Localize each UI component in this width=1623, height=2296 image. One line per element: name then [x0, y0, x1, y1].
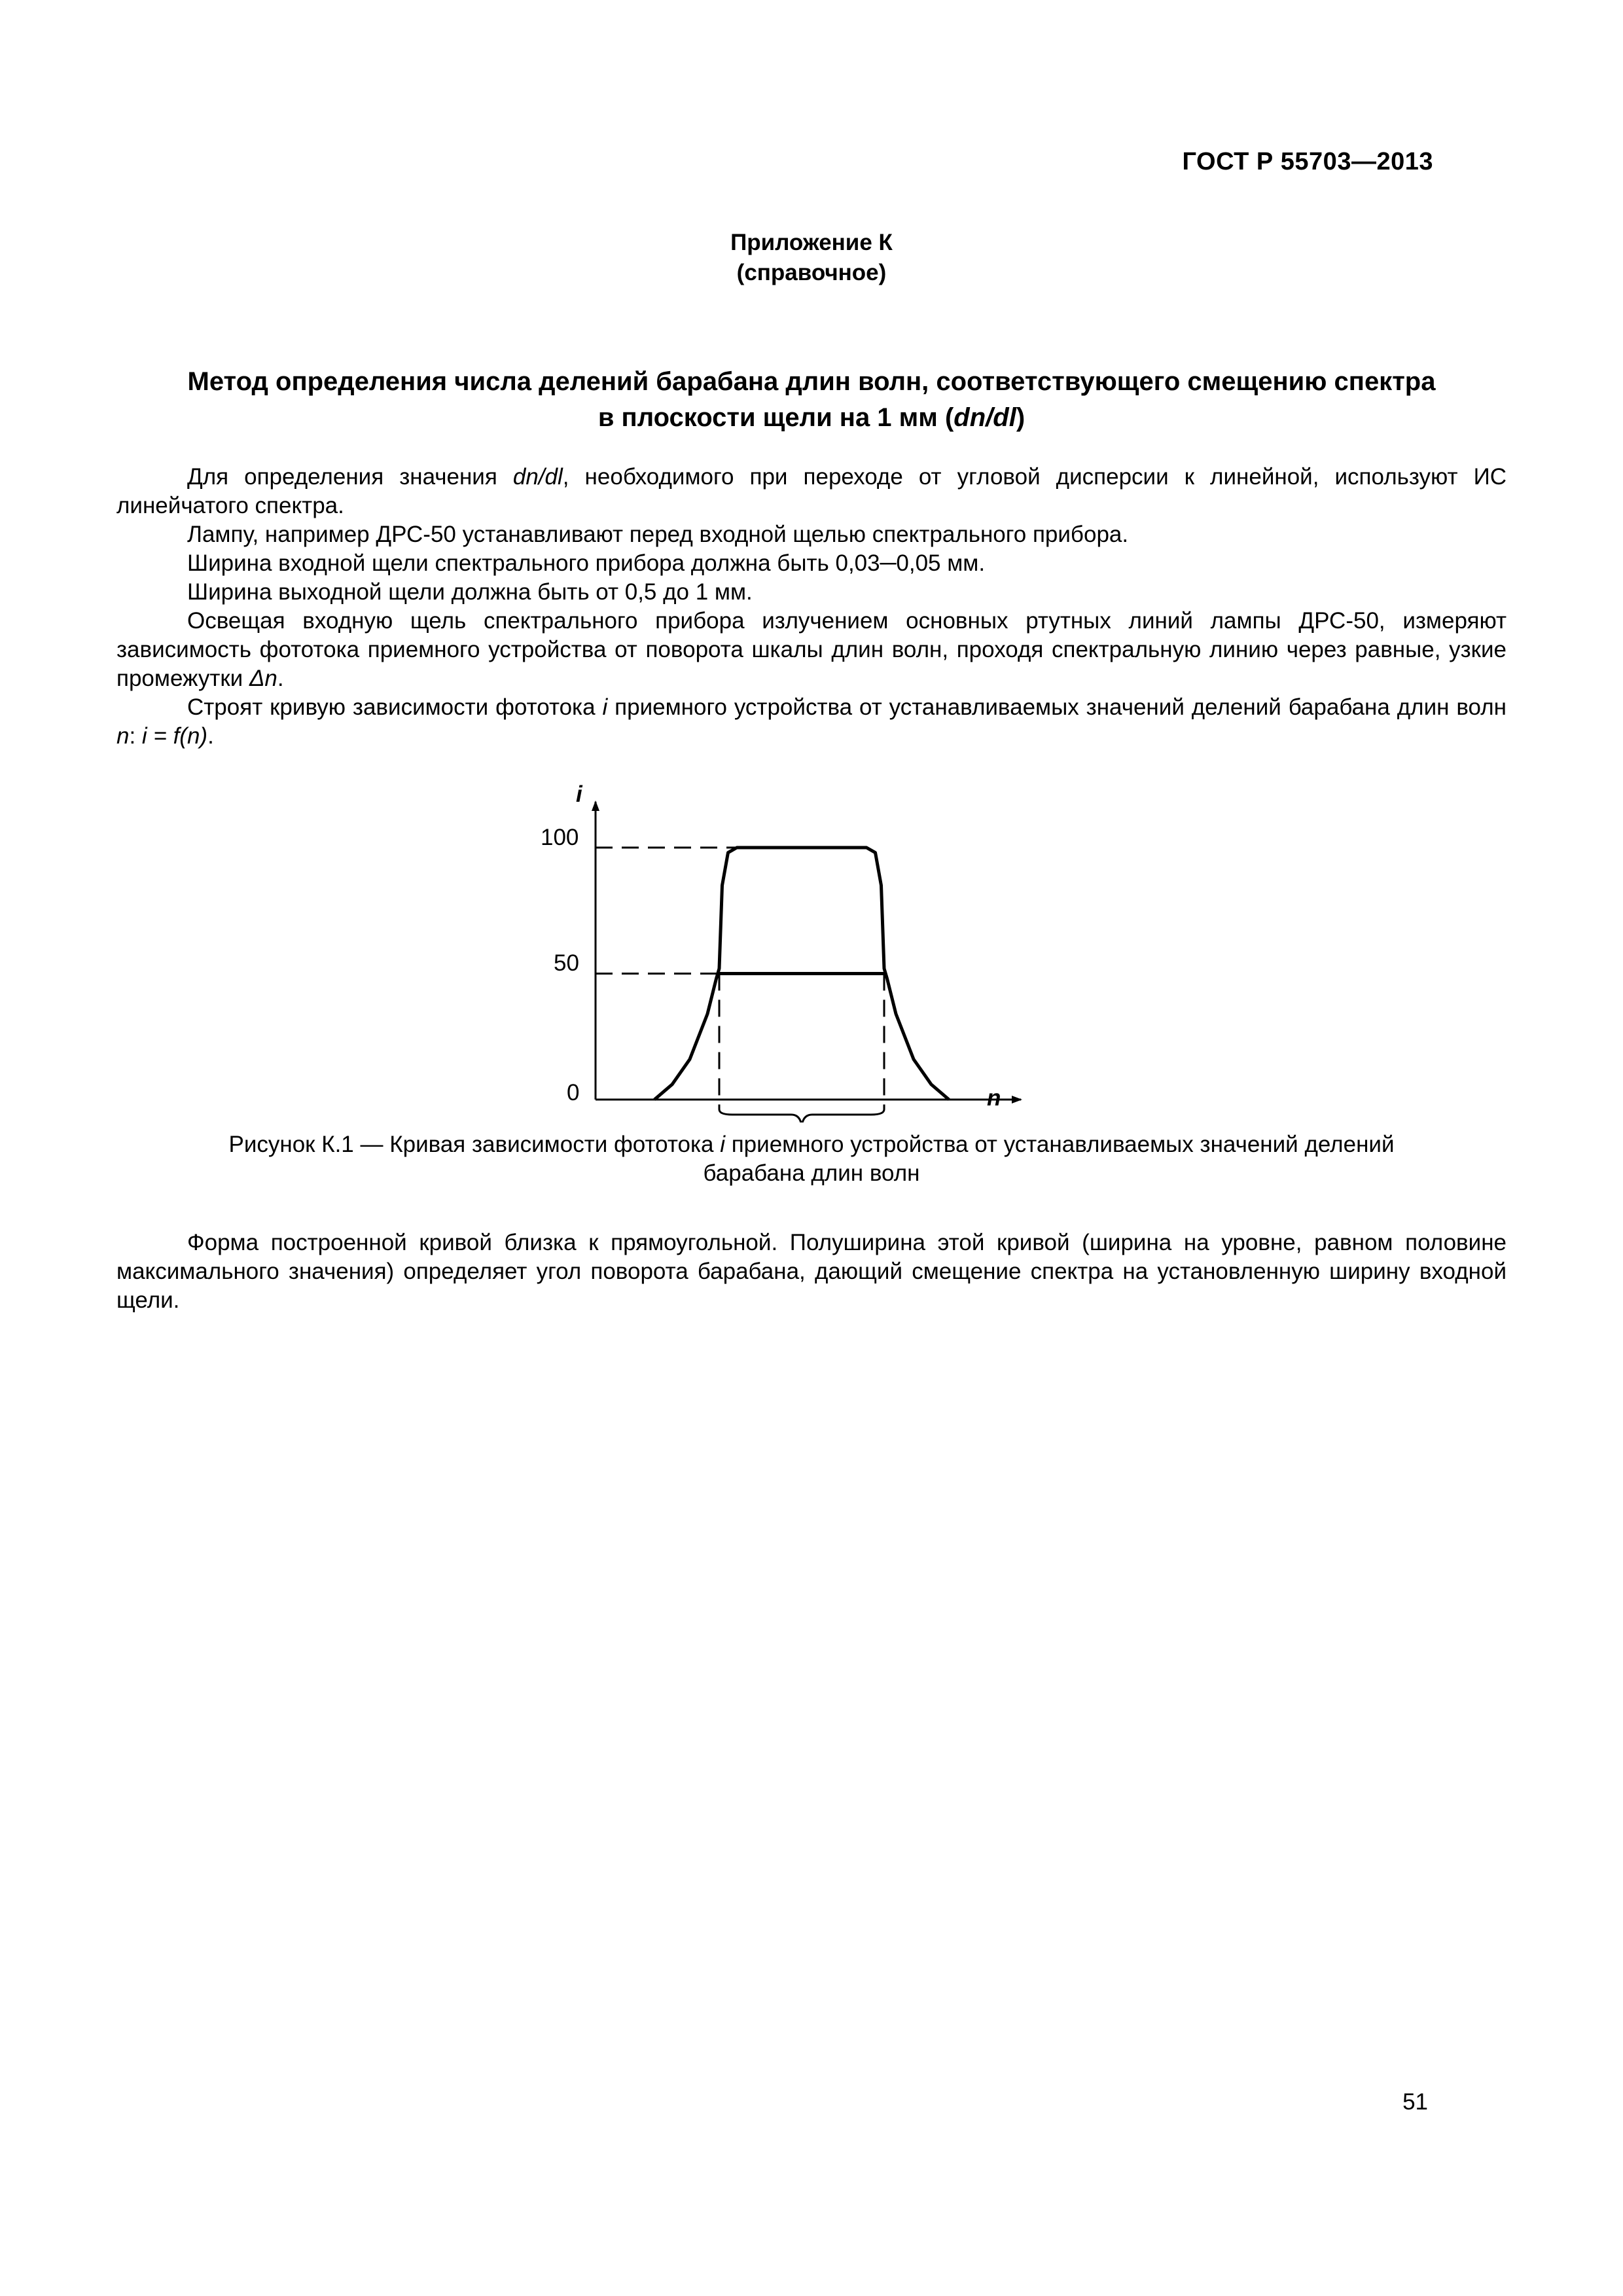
appendix-label: Приложение К — [730, 230, 893, 255]
caption-line-1 — [116, 1130, 1507, 1159]
p6-end: . — [207, 723, 214, 749]
title-formula: dn/dl — [954, 403, 1016, 432]
p1-start: Для определения значения — [187, 464, 513, 490]
p6-colon: : — [129, 723, 142, 749]
p6-formula: i = f(n) — [141, 723, 208, 749]
p1-variable: dn/dl — [512, 464, 563, 490]
conclusion-paragraph — [116, 1229, 1507, 1315]
p6-variable-i: i — [602, 694, 608, 720]
caption-end: приемного устройства от устанавливаемых значений делений — [725, 1132, 1395, 1157]
document-code: ГОСТ Р 55703—2013 — [1182, 148, 1433, 175]
paragraph-6 — [116, 693, 1507, 751]
title-line-2-prefix: в плоскости щели на 1 мм ( — [597, 403, 954, 432]
p5-variable: Δn — [249, 666, 277, 691]
p5-end: . — [277, 666, 284, 691]
p6-start: Строят кривую зависимости фототока — [187, 694, 603, 720]
paragraph-1 — [116, 463, 1507, 520]
title-line-1: Метод определения числа делений барабана длин волн, соответствующего смещению спектра — [187, 367, 1436, 396]
paragraph-2: Лампу, например ДРС-50 устанавливают перед входной щелью спектрального прибора. — [187, 522, 1129, 547]
x-axis-label: n — [987, 1085, 1001, 1111]
appendix-heading — [0, 228, 1623, 288]
p6-variable-n: n — [116, 723, 130, 749]
paragraph-5 — [116, 607, 1507, 693]
p1-end: , необходимого при переходе от угловой дисперсии к линейной, используют ИС линейчатого спектра. — [116, 464, 1507, 518]
caption-start: Рисунок К.1 — Кривая зависимости фототока — [228, 1132, 721, 1157]
caption-line-2: барабана длин волн — [703, 1160, 920, 1186]
paragraph-3: Ширина входной щели спектрального прибора должна быть 0,03─0,05 мм. — [187, 550, 986, 576]
p6-middle: приемного устройства от устанавливаемых значений делений барабана длин волн — [607, 694, 1507, 720]
figure-caption — [116, 1130, 1507, 1188]
title-line-2-suffix: ) — [1016, 403, 1026, 432]
paragraph-4: Ширина выходной щели должна быть от 0,5 до 1 мм. — [187, 579, 753, 605]
y-tick-label: 100 — [541, 825, 579, 850]
figure-k1 — [524, 782, 1060, 1122]
section-title — [116, 364, 1507, 436]
caption-variable: i — [720, 1132, 725, 1157]
chart-canvas — [524, 782, 1060, 1122]
title-line-2 — [116, 400, 1507, 436]
guide-lines — [596, 848, 884, 1109]
y-axis-label: i — [576, 781, 582, 807]
y-tick-label: 50 — [554, 950, 579, 976]
paragraph-conclusion: Форма построенной кривой близка к прямоугольной. Полуширина этой кривой (ширина на уровне, равном половине максимального значения) определяет угол поворота барабана, дающий смещение спектра на установленную ширину входной щели. — [116, 1230, 1507, 1313]
y-tick-label: 0 — [567, 1080, 580, 1105]
p5-start: Освещая входную щель спектрального прибора излучением основных ртутных линий лампы ДРС-50, измеряют зависимость фототока приемного устройства от поворота шкалы длин волн, проходя спектральную линию через равные, узкие промежутки — [116, 608, 1507, 691]
page-number: 51 — [1402, 2089, 1428, 2115]
intro-paragraphs — [116, 463, 1507, 751]
appendix-status: (справочное) — [736, 260, 887, 285]
half-width-brace — [719, 1109, 884, 1122]
